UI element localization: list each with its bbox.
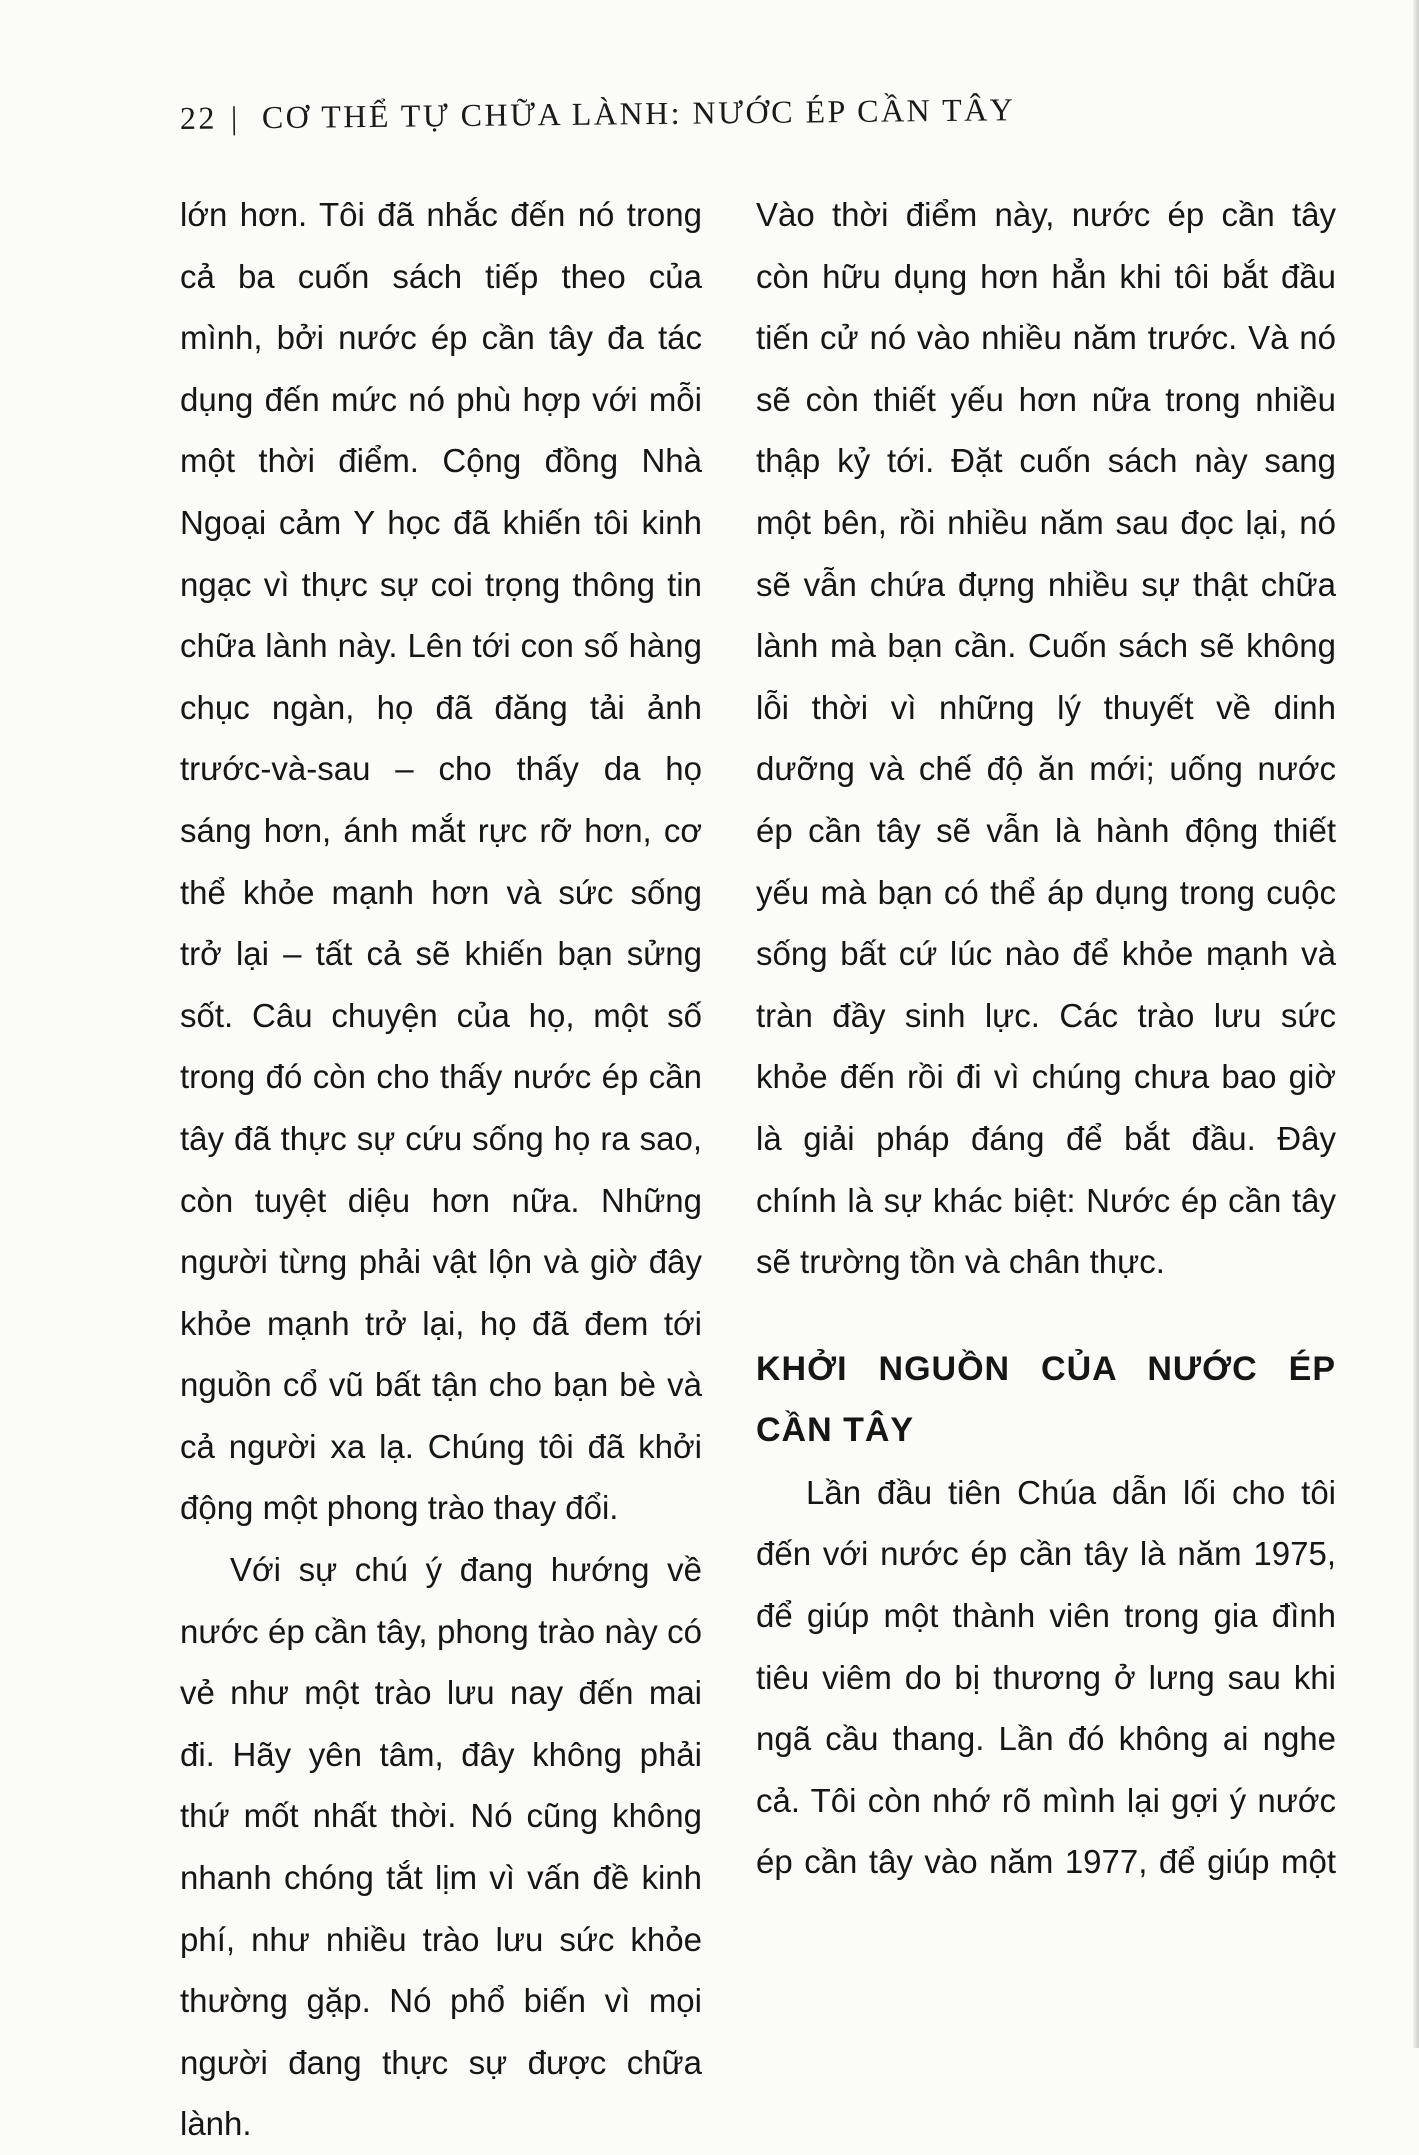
- right-paragraph-2: Lần đầu tiên Chúa dẫn lối cho tôi đến với nước ép cần tây là năm 1975, để giúp một thành viên trong gia đình tiêu viêm do bị thương ở lưng sau khi ngã cầu thang. Lần đó không ai nghe cả. Tôi còn nhớ rõ mình lại gợi ý nước ép cần tây vào năm 1977, để giúp một: [756, 1473, 1336, 1881]
- page-spine-shadow: [1413, 0, 1419, 2048]
- right-column: [756, 184, 1336, 1893]
- left-column: [180, 184, 702, 2155]
- left-paragraph-2: Với sự chú ý đang hướng về nước ép cần tây, phong trào này có vẻ như một trào lưu nay đến mai đi. Hãy yên tâm, đây không phải thứ mốt nhất thời. Nó cũng không nhanh chóng tắt lịm vì vấn đề kinh phí, như nhiều trào lưu sức khỏe thường gặp. Nó phổ biến vì mọi người đang thực sự được chữa lành.: [180, 1551, 702, 2143]
- section-heading-line-1: KHỞI NGUỒN CỦA NƯỚC ÉP: [756, 1349, 1336, 1388]
- section-heading-line-2: CẦN TÂY: [756, 1411, 915, 1450]
- page-number: 22: [179, 99, 218, 136]
- section-heading: [756, 1339, 1336, 1462]
- book-title: CƠ THỂ TỰ CHỮA LÀNH: NƯỚC ÉP CẦN TÂY: [261, 91, 1016, 136]
- running-header: [180, 90, 1180, 150]
- header-separator: |: [230, 99, 241, 136]
- left-paragraph-1: lớn hơn. Tôi đã nhắc đến nó trong cả ba cuốn sách tiếp theo của mình, bởi nước ép cần tây đa tác dụng đến mức nó phù hợp với mỗi một thời điểm. Cộng đồng Nhà Ngoại cảm Y học đã khiến tôi kinh ngạc vì thực sự coi trọng thông tin chữa lành này. Lên tới con số hàng chục ngàn, họ đã đăng tải ảnh trước-và-sau – cho thấy da họ sáng hơn, ánh mắt rực rỡ hơn, cơ thể khỏe mạnh hơn và sức sống trở lại – tất cả sẽ khiến bạn sửng sốt. Câu chuyện của họ, một số trong đó còn cho thấy nước ép cần tây đã thực sự cứu sống họ ra sao, còn tuyệt diệu hơn nữa. Những người từng phải vật lộn và giờ đây khỏe mạnh trở lại, họ đã đem tới nguồn cổ vũ bất tận cho bạn bè và cả người xa lạ. Chúng tôi đã khởi động một phong trào thay đổi.: [180, 196, 702, 1527]
- right-paragraph-1: Vào thời điểm này, nước ép cần tây còn hữu dụng hơn hẳn khi tôi bắt đầu tiến cử nó vào nhiều năm trước. Và nó sẽ còn thiết yếu hơn nữa trong nhiều thập kỷ tới. Đặt cuốn sách này sang một bên, rồi nhiều năm sau đọc lại, nó sẽ vẫn chứa đựng nhiều sự thật chữa lành mà bạn cần. Cuốn sách sẽ không lỗi thời vì những lý thuyết về dinh dưỡng và chế độ ăn mới; uống nước ép cần tây sẽ vẫn là hành động thiết yếu mà bạn có thể áp dụng trong cuộc sống bất cứ lúc nào để khỏe mạnh và tràn đầy sinh lực. Các trào lưu sức khỏe đến rồi đi vì chúng chưa bao giờ là giải pháp đáng để bắt đầu. Đây chính là sự khác biệt: Nước ép cần tây sẽ trường tồn và chân thực.: [756, 196, 1336, 1281]
